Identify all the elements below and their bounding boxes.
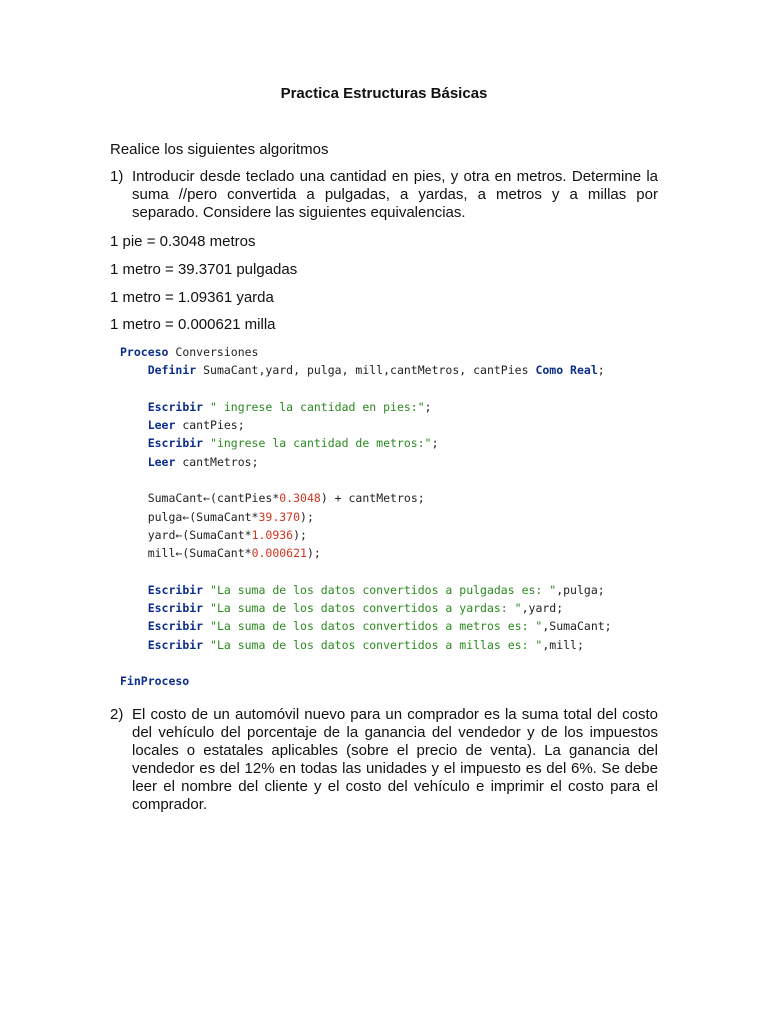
code-line-blank <box>120 471 612 489</box>
equivalence-2: 1 metro = 39.3701 pulgadas <box>110 261 298 278</box>
exercise-2-number: 2) <box>110 706 124 723</box>
exercise-2 <box>110 706 658 814</box>
code-line-proceso: Proceso Conversiones <box>120 345 259 359</box>
code-line-output-3: Escribir "La suma de los datos convertidos a metros es: ",SumaCant; <box>147 619 612 634</box>
code-line-assign-1: SumaCant←(cantPies*0.3048) + cantMetros; <box>147 491 425 506</box>
document-title: Practica Estructuras Básicas <box>280 85 488 102</box>
code-line-blank <box>120 654 612 672</box>
code-line-finproceso: FinProceso <box>120 674 190 689</box>
code-line-output-1: Escribir "La suma de los datos convertidos a pulgadas es: ",pulga; <box>147 582 605 597</box>
code-block <box>120 343 612 691</box>
code-line-leer-1: Leer cantPies; <box>147 418 245 433</box>
code-line-definir: Definir SumaCant,yard, pulga, mill,cantMetros, cantPies Como Real; <box>147 363 605 378</box>
code-line-assign-2: pulga←(SumaCant*39.370); <box>147 509 314 524</box>
exercise-1 <box>110 168 658 222</box>
exercise-2-text: El costo de un automóvil nuevo para un comprador es la suma total del costo del vehículo del porcentaje de la ganancia del vendedor y de los impuestos locales o estatales aplicables (sobre el precio de venta). La ganancia del vendedor es del 12% en todas las unidades y el impuesto es del 6%. Se debe leer el nombre del cliente y el costo del vehículo e imprimir el costo para el comprador. <box>132 706 658 813</box>
equivalence-4: 1 metro = 0.000621 milla <box>110 316 276 333</box>
code-line-leer-2: Leer cantMetros; <box>147 454 259 469</box>
code-line-blank <box>120 380 612 398</box>
exercise-1-number: 1) <box>110 168 124 185</box>
code-line-output-4: Escribir "La suma de los datos convertidos a millas es: ",mill; <box>147 637 584 652</box>
equivalence-1: 1 pie = 0.3048 metros <box>110 233 256 250</box>
code-line-assign-4: mill←(SumaCant*0.000621); <box>147 546 321 561</box>
equivalence-3: 1 metro = 1.09361 yarda <box>110 289 274 306</box>
code-line-escribir-1: Escribir " ingrese la cantidad en pies:"; <box>147 399 432 414</box>
code-line-escribir-2: Escribir "ingrese la cantidad de metros:"; <box>147 436 439 451</box>
code-line-assign-3: yard←(SumaCant*1.0936); <box>147 527 307 542</box>
exercise-1-text: Introducir desde teclado una cantidad en pies, y otra en metros. Determine la suma //pero convertida a pulgadas, a yardas, a metros y a millas por separado. Considere las siguientes equivalencias. <box>132 168 658 221</box>
code-line-output-2: Escribir "La suma de los datos convertidos a yardas: ",yard; <box>147 601 564 616</box>
intro-text: Realice los siguientes algoritmos <box>110 141 329 158</box>
code-line-blank <box>120 563 612 581</box>
